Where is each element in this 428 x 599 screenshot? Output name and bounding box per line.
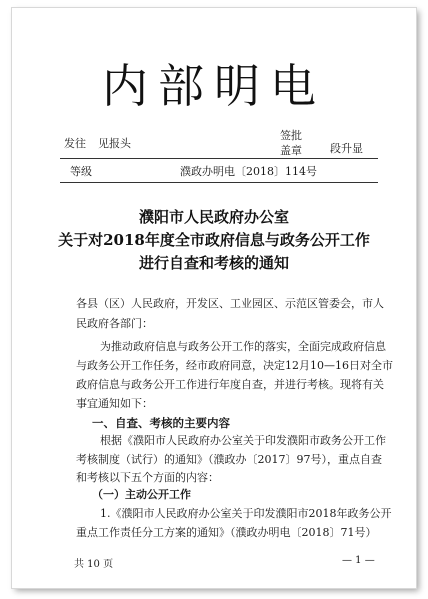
signer-name: 段升显	[330, 142, 363, 155]
paragraph-3-line-1: 1.《濮阳市人民政府办公室关于印发濮阳市2018年政务公开	[100, 507, 392, 520]
paragraph-3-line-2: 重点工作责任分工方案的通知》（濮政办明电〔2018〕71号）	[76, 526, 377, 539]
recipients-line-1: 各县（区）人民政府，开发区、工业园区、示范区管委会，市人	[76, 297, 384, 310]
paragraph-2-line-3: 和考核以下五个方面的内容：	[76, 471, 219, 484]
document-number: 濮政办明电〔2018〕114号	[180, 165, 317, 178]
paragraph-1-line-1: 为推动政府信息与政务公开工作的落实，全面完成政府信息	[100, 340, 386, 353]
paragraph-2-line-2: 考核制度（试行）的通知》（濮政办〔2017〕97号），重点自查	[76, 453, 382, 466]
notice-title-line-3: 进行自查和考核的通知	[138, 254, 289, 272]
notice-title-line-2: 关于对2018年度全市政府信息与政务公开工作	[58, 231, 370, 249]
paragraph-1-line-3: 政府信息与政务公开工作进行年度自查，并进行考核。现将有关	[76, 378, 384, 391]
page-number: — 1 —	[342, 555, 375, 566]
paragraph-1-line-4: 事宜通知如下：	[76, 397, 153, 410]
header-rule-bottom	[60, 182, 378, 183]
sign-label: 签批盖章	[280, 129, 302, 157]
section-heading-1: 一、自查、考核的主要内容	[92, 416, 230, 430]
masthead-title: 内部明电	[102, 59, 326, 113]
send-value: 见报头	[98, 137, 131, 150]
page-count: 共 10 页	[74, 559, 114, 570]
paragraph-1-line-2: 与政务公开工作任务，经市政府同意，决定12月10—16日对全市	[76, 359, 393, 372]
grade-label: 等级	[70, 165, 92, 178]
recipients-line-2: 民政府各部门：	[76, 317, 153, 330]
header-rule-top	[60, 158, 378, 159]
paragraph-2-line-1: 根据《濮阳市人民政府办公室关于印发濮阳市政务公开工作	[100, 434, 386, 447]
notice-title-line-1: 濮阳市人民政府办公室	[138, 208, 289, 226]
document-page	[12, 8, 416, 588]
subsection-heading-1: （一）主动公开工作	[92, 488, 191, 501]
send-label: 发往	[64, 137, 86, 150]
